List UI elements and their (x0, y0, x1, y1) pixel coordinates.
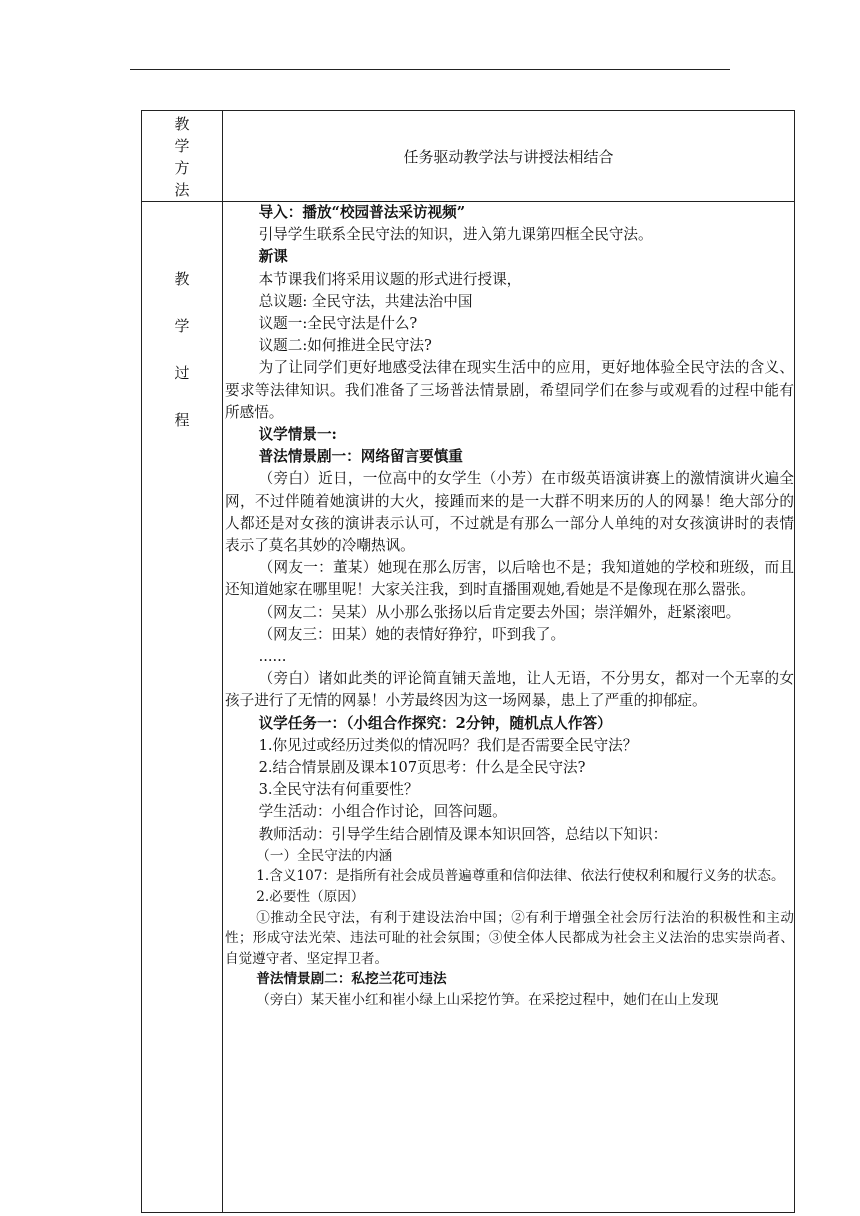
process-paragraph: 总议题: 全民守法，共建法治中国 (258, 292, 473, 310)
process-label-char: 过 (174, 364, 190, 382)
process-paragraph: 3.全民守法有何重要性？ (258, 781, 419, 799)
process-paragraph: 1.你见过或经历过类似的情况吗？我们是否需要全民守法？ (258, 736, 638, 754)
method-label (142, 111, 223, 202)
process-paragraphs (225, 202, 794, 1011)
method-label-char: 方 (174, 159, 190, 177)
process-paragraph: （一）全民守法的内涵 (256, 847, 393, 864)
method-label-char: 法 (174, 181, 190, 199)
method-content: 任务驱动教学法与讲授法相结合 (223, 111, 795, 202)
process-paragraph: 引导学生联系全民守法的知识，进入第九课第四框全民守法。 (258, 226, 653, 244)
process-label-char: 教 (174, 270, 190, 288)
process-paragraph: （网友一：董某）她现在那么厉害，以后啥也不是；我知道她的学校和班级，而且还知道她家在哪里呢！大家关注我，到时直播围观她,看她是不是像现在那么嚣张。 (225, 559, 794, 599)
process-label-char: 程 (174, 411, 190, 429)
process-paragraph: ①推动全民守法，有利于建设法治中国；②有利于增强全社会厉行法治的积极性和主动性；形成守法光荣、违法可耻的社会氛围；③使全体人民都成为社会主义法治的忠实崇尚者、自觉遵守者、坚定捍卫者。 (225, 909, 794, 967)
process-label (142, 202, 223, 1213)
process-paragraph: 1.含义107：是指所有社会成员普遍尊重和信仰法律、依法行使权利和履行义务的状态。 (256, 868, 785, 885)
process-paragraph: 导入：播放“校园普法采访视频” (258, 204, 466, 221)
process-paragraph: 议学情景一: (258, 426, 337, 444)
process-paragraph: （网友三：田某）她的表情好狰狞，吓到我了。 (258, 625, 566, 643)
process-paragraph: 普法情景剧二：私挖兰花可违法 (256, 971, 447, 988)
process-paragraph: （网友二：吴某）从小那么张扬以后肯定要去外国；崇洋媚外，赶紧滚吧。 (258, 603, 741, 621)
method-label-char: 教 (174, 115, 190, 133)
lesson-plan-table (141, 110, 795, 1213)
process-paragraph: 议学任务一：（小组合作探究：2分钟，随机点人作答） (258, 714, 612, 732)
process-paragraph: （旁白）近日，一位高中的女学生（小芳）在市级英语演讲赛上的激情演讲火遍全网，不过伴随着她演讲的大火，接踵而来的是一大群不明来历的人的网暴！绝大部分的人都还是对女孩的演讲表示认可，不过就是有那么一部分人单纯的对女孩演讲时的表情表示了莫名其妙的冷嘲热讽。 (225, 470, 794, 555)
process-paragraph: 普法情景剧一：网络留言要慎重 (258, 448, 463, 466)
process-paragraph: ...... (258, 648, 287, 666)
process-paragraph: 议题二:如何推进全民守法? (258, 337, 432, 355)
process-paragraph: 为了让同学们更好地感受法律在现实生活中的应用，更好地体验全民守法的含义、要求等法律知识。我们准备了三场普法情景剧，希望同学们在参与或观看的过程中能有所感悟。 (225, 359, 794, 421)
process-label-char: 学 (174, 317, 190, 335)
process-paragraph: 议题一:全民守法是什么? (258, 315, 418, 333)
process-paragraph: 本节课我们将采用议题的形式进行授课， (258, 270, 522, 288)
method-label-char: 学 (174, 137, 190, 155)
process-paragraph: 2.结合情景剧及课本107页思考：什么是全民守法? (258, 759, 586, 777)
header-rule (130, 69, 730, 70)
process-paragraph: 新课 (258, 248, 288, 266)
process-paragraph: 学生活动：小组合作讨论，回答问题。 (258, 803, 507, 821)
process-paragraph: 教师活动：引导学生结合剧情及课本知识回答，总结以下知识： (258, 825, 668, 843)
process-paragraph: （旁白）诸如此类的评论简直铺天盖地，让人无语，不分男女，都对一个无辜的女孩子进行了无情的网暴！小芳最终因为这一场网暴，患上了严重的抑郁症。 (225, 670, 794, 710)
process-paragraph: 2.必要性（原因） (256, 889, 365, 906)
method-row (142, 111, 795, 202)
process-row (142, 202, 795, 1213)
process-paragraph: （旁白）某天崔小红和崔小绿上山采挖竹笋。在采挖过程中，她们在山上发现 (256, 992, 719, 1009)
process-content (223, 202, 795, 1213)
